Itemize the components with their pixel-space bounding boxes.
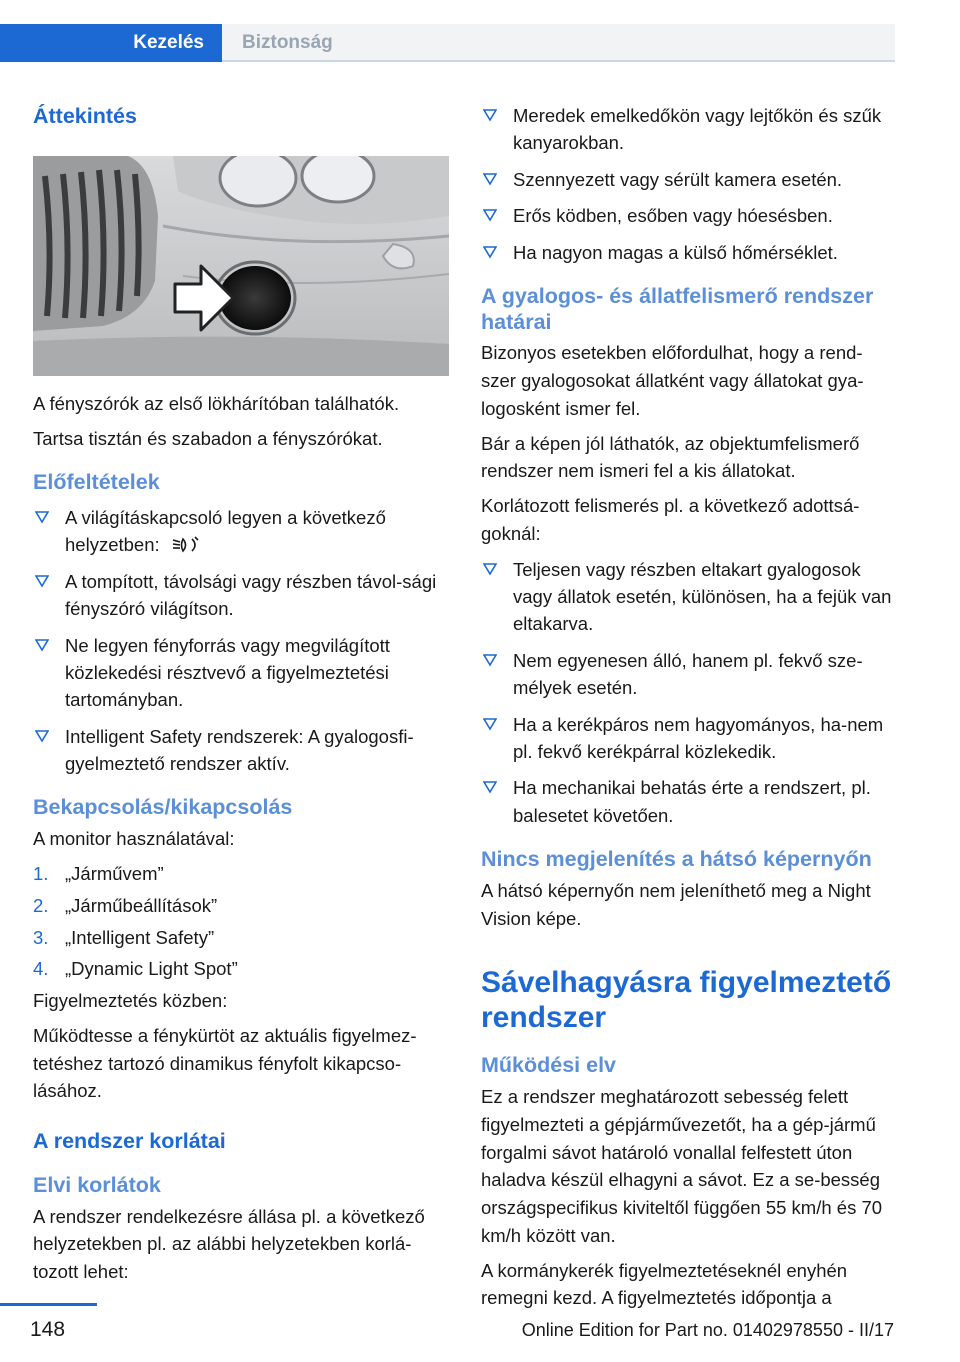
list-item-text: Meredek emelkedőkön vagy lejtőkön és szűk kanyarokban. <box>513 105 882 154</box>
step-text: „Intelligent Safety” <box>65 926 215 948</box>
warning-label: Figyelmeztetés közben: <box>33 990 228 1012</box>
image-caption-2: Tartsa tisztán és szabadon a fényszórókat. <box>33 427 383 449</box>
step-text: „Járműbeállítások” <box>65 894 218 916</box>
step-text: „Dynamic Light Spot” <box>65 958 238 980</box>
list-item <box>481 774 897 829</box>
triangle-bullet-icon <box>35 729 49 743</box>
triangle-bullet-icon <box>483 172 497 186</box>
step-item <box>33 924 451 952</box>
warning-text: Működtesse a fénykürtöt az aktuális figyelmez‐tetéshez tartozó dinamikus fényfolt kikapcso‐lásához. <box>33 1024 417 1102</box>
function-paragraph-2: A kormánykerék figyelmeztetéseknél enyhén remegni kezd. A figyelmeztetés időpontja a <box>481 1259 848 1309</box>
heading-prerequisites: Előfeltételek <box>33 470 160 495</box>
on-off-intro: A monitor használatával: <box>33 828 235 850</box>
low-beam-auto-icon <box>171 536 201 554</box>
list-item-text: Nem egyenesen álló, hanem pl. fekvő sze‐mélyek esetén. <box>513 649 863 699</box>
list-item <box>481 556 897 638</box>
list-item-text: Ha nagyon magas a külső hőmérséklet. <box>513 241 838 263</box>
step-text: „Járművem” <box>65 863 164 885</box>
menu-path-steps <box>33 860 451 983</box>
prerequisites-list <box>33 504 451 777</box>
step-number: 2. <box>33 894 49 916</box>
section-title-overview: Áttekintés <box>33 104 137 128</box>
triangle-bullet-icon <box>483 208 497 222</box>
rear-display-text: A hátsó képernyőn nem jeleníthető meg a Night Vision képe. <box>481 879 871 929</box>
list-item-text: Ha mechanikai behatás érte a rendszert, pl. balesetet követően. <box>513 777 871 826</box>
list-item-text: Teljesen vagy részben eltakart gyalogosok vagy állatok esetén, különösen, ha a fejük van eltakarva. <box>513 558 892 635</box>
list-item-text: Intelligent Safety rendszerek: A gyalogosfi‐gyelmeztető rendszer aktív. <box>65 725 414 775</box>
pedestrian-limits-list <box>481 556 897 829</box>
heading-pedestrian-limits: A gyalogos- és állatfelismerő rendszer határai <box>481 283 874 334</box>
list-item <box>33 504 451 559</box>
step-number: 3. <box>33 926 49 948</box>
heading-rear-display: Nincs megjelenítés a hátsó képernyőn <box>481 847 872 872</box>
list-item <box>481 711 897 766</box>
list-item <box>481 166 897 193</box>
heading-system-limits: A rendszer korlátai <box>33 1129 226 1154</box>
list-item-text: Ha a kerékpáros nem hagyományos, ha‐nem pl. fekvő kerékpárral közlekedik. <box>513 713 884 762</box>
list-item-text: Ne legyen fényforrás vagy megvilágított közlekedési résztvevő a figyelmeztetési tartományban. <box>65 634 390 711</box>
triangle-bullet-icon <box>483 717 497 731</box>
list-item-text: A világításkapcsoló legyen a következő helyzetben: <box>65 507 386 556</box>
triangle-bullet-icon <box>483 653 497 667</box>
principle-limits-text: A rendszer rendelkezésre állása pl. a következő helyzetekben pl. az alábbi helyzetekben korlá‐tozott lehet: <box>33 1205 425 1283</box>
left-column <box>33 98 451 1293</box>
step-number: 4. <box>33 958 49 980</box>
function-paragraph-1: Ez a rendszer meghatározott sebesség felett figyelmezteti a gépjárművezetőt, ha a gép‐jármű forgalmi sávot határoló vonallal felfestett úton haladva készül elhagyni a sávot. Ez a se‐besség országspecifikus kiviteltől függően 55 km/h és 70 km/h között van. <box>481 1086 883 1246</box>
heading-on-off: Bekapcsolás/kikapcsolás <box>33 795 293 820</box>
triangle-bullet-icon <box>35 574 49 588</box>
list-item <box>33 568 451 623</box>
pedestrian-paragraph-3: Korlátozott felismerés pl. a következő adottsá‐goknál: <box>481 495 860 544</box>
limits-list <box>481 102 897 266</box>
right-column <box>481 98 897 1319</box>
list-item <box>481 202 897 229</box>
list-item <box>33 723 451 778</box>
tab-kezeles[interactable]: Kezelés <box>0 24 222 62</box>
list-item <box>33 632 451 714</box>
image-caption-1: A fényszórók az első lökhárítóban találhatók. <box>33 392 400 414</box>
list-item <box>481 239 897 266</box>
step-item <box>33 892 451 920</box>
list-item-text: Erős ködben, esőben vagy hóesésben. <box>513 205 833 227</box>
triangle-bullet-icon <box>35 638 49 652</box>
pedestrian-paragraph-1: Bizonyos esetekben előfordulhat, hogy a rend‐szer gyalogosokat állatként vagy állatokat gya‐logosként ismer fel. <box>481 342 864 419</box>
tab-underline <box>222 60 895 62</box>
list-item <box>481 647 897 702</box>
list-item-text: Szennyezett vagy sérült kamera esetén. <box>513 168 843 190</box>
pedestrian-paragraph-2: Bár a képen jól láthatók, az objektumfelismerő rendszer nem ismeri fel a kis állatokat. <box>481 432 860 482</box>
step-item <box>33 955 451 983</box>
step-item <box>33 860 451 888</box>
tab-biztonsag[interactable]: Biztonság <box>222 24 895 62</box>
triangle-bullet-icon <box>483 780 497 794</box>
chapter-tab-bar <box>0 0 895 62</box>
list-item-text: A tompított, távolsági vagy részben távol‐sági fényszóró világítson. <box>65 570 437 620</box>
list-item <box>481 102 897 157</box>
front-bumper-headlight-photo <box>33 156 449 376</box>
triangle-bullet-icon <box>483 108 497 122</box>
heading-function-principle: Működési elv <box>481 1053 617 1078</box>
triangle-bullet-icon <box>483 562 497 576</box>
heading-lane-departure-warning: Sávelhagyásra figyelmeztető rendszer <box>481 966 892 1034</box>
edition-note: Online Edition for Part no. 01402978550 - II/17 <box>521 1320 894 1340</box>
footer-accent-rule <box>0 1303 97 1306</box>
page-number: 148 <box>30 1318 66 1341</box>
triangle-bullet-icon <box>35 510 49 524</box>
triangle-bullet-icon <box>483 245 497 259</box>
step-number: 1. <box>33 863 49 885</box>
heading-principle-limits: Elvi korlátok <box>33 1172 161 1197</box>
